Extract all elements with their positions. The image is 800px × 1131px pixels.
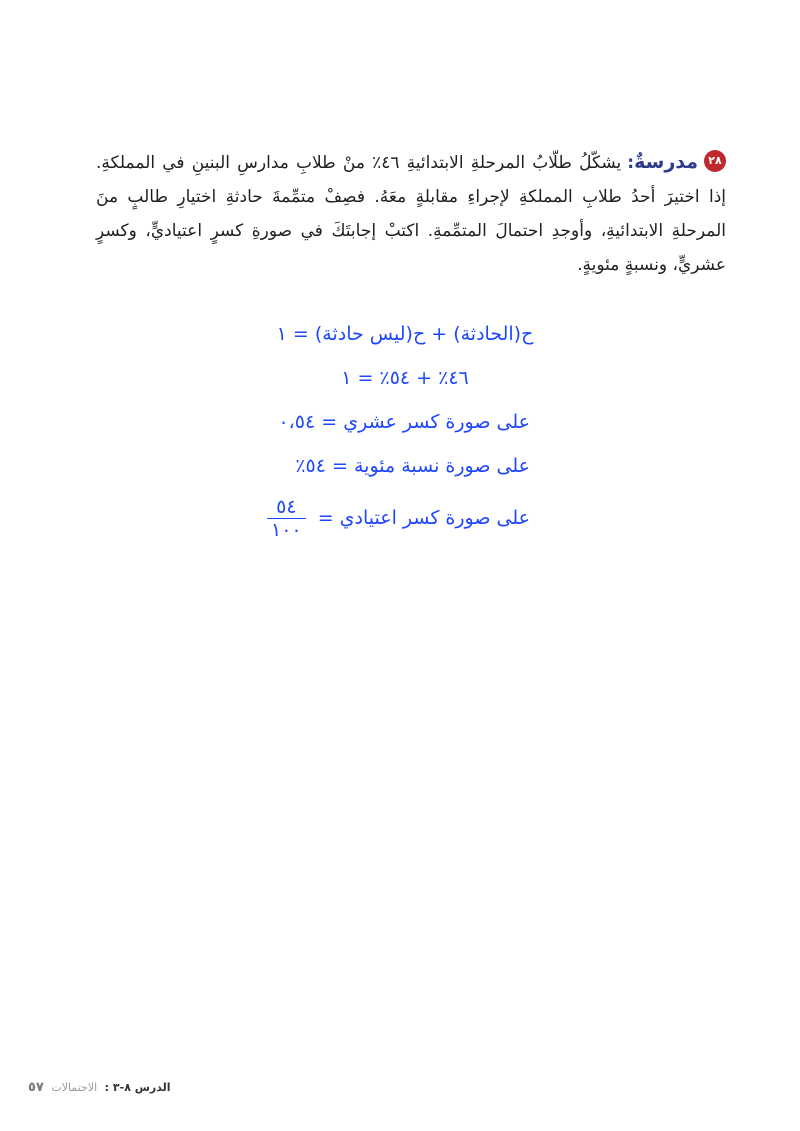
fraction: [267, 496, 306, 541]
page-number: ٥٧: [28, 1080, 44, 1095]
problem-topic: مدرسةٌ: [634, 151, 698, 173]
problem-number-badge: ٢٨: [704, 150, 726, 172]
fraction-numerator: ٥٤: [276, 496, 297, 518]
problem-28: [96, 145, 726, 282]
answer-line-decimal: على صورة كسر عشري = ٠،٥٤: [278, 411, 530, 433]
answer-line-percent: على صورة نسبة مئوية = ٥٤٪: [295, 455, 530, 477]
answer-line-fraction: [240, 488, 570, 548]
handwritten-answer: [240, 312, 570, 548]
fraction-denominator: ١٠٠: [267, 518, 306, 541]
answer-line-complement-rule: ح(الحادثة) + ح(ليس حادثة) = ١: [276, 323, 534, 345]
footer-chapter: الاحتمالات: [51, 1081, 98, 1094]
topic-colon: :: [627, 153, 635, 173]
answer-line-sum: ٤٦٪ + ٥٤٪ = ١: [341, 367, 469, 389]
answer-fraction-label: على صورة كسر اعتيادي =: [317, 507, 530, 529]
page-footer: [28, 1080, 208, 1095]
footer-lesson: الدرس ٨-٣ :: [104, 1081, 171, 1094]
problem-text: يشكّلُ طلّابُ المرحلةِ الابتدائيةِ ٤٦٪ منْ طلابِ مدارسِ البنينِ في المملكةِ. إذا اختيرَ أحدُ طلابِ المملكةِ لإجراءِ مقابلةٍ معَهُ. فصِفْ متمِّمةَ حادثةِ اختيارِ طالبٍ منَ المرحلةِ الابتدائيةِ، وأوجدِ احتمالَ المتمِّمةِ. اكتبْ إجابتَكَ في صورةِ كسرٍ اعتياديٍّ، وكسرٍ عشريٍّ، ونسبةٍ مئويةٍ.: [96, 153, 726, 275]
